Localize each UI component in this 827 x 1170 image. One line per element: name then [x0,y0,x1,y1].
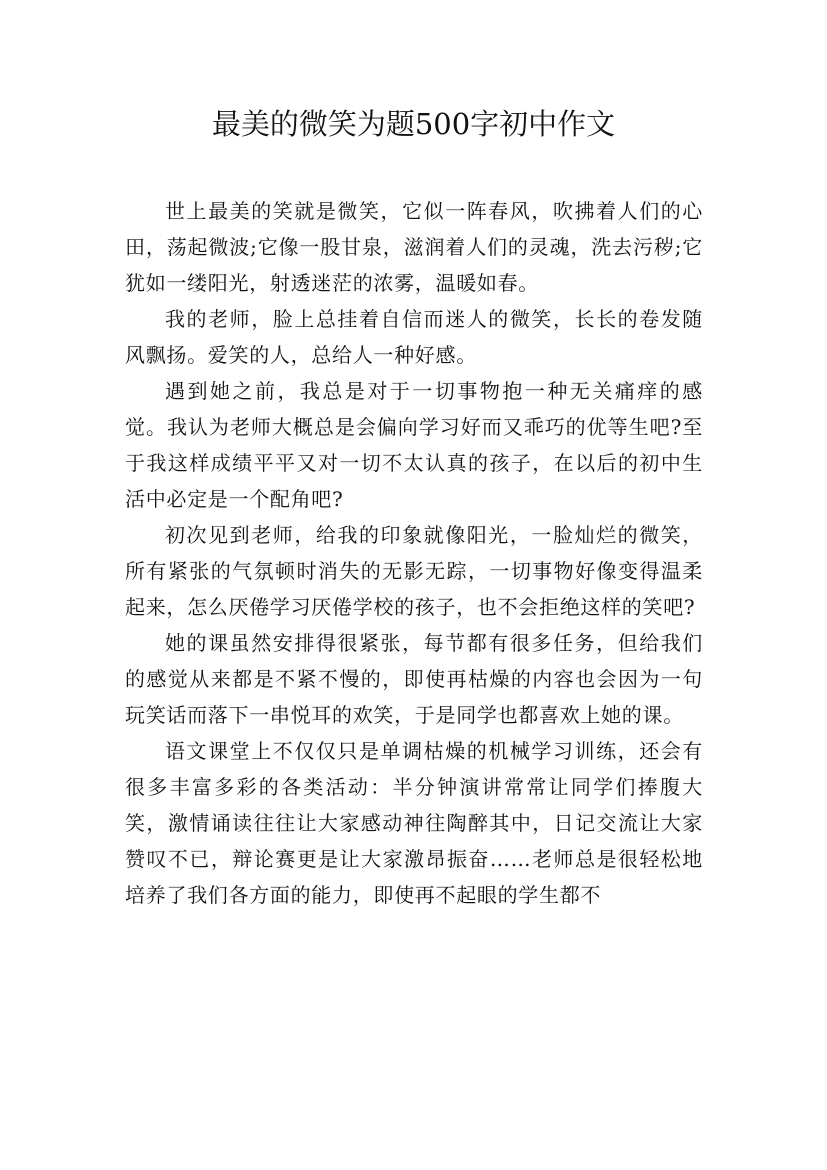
paragraph: 她的课虽然安排得很紧张，每节都有很多任务，但给我们的感觉从来都是不紧不慢的，即使再枯燥的内容也会因为一句玩笑话而落下一串悦耳的欢笑，于是同学也都喜欢上她的课。 [125,631,703,727]
paragraph: 世上最美的笑就是微笑，它似一阵春风，吹拂着人们的心田，荡起微波;它像一股甘泉，滋润着人们的灵魂，洗去污秽;它犹如一缕阳光，射透迷茫的浓雾，温暖如春。 [125,199,703,295]
paragraph: 语文课堂上不仅仅只是单调枯燥的机械学习训练，还会有很多丰富多彩的各类活动：半分钟演讲常常让同学们捧腹大笑，激情诵读往往让大家感动神往陶醉其中，日记交流让大家赞叹不已，辩论赛更是让大家激昂振奋……老师总是很轻松地培养了我们各方面的能力，即使再不起眼的学生都不 [125,739,703,907]
paragraph: 初次见到老师，给我的印象就像阳光，一脸灿烂的微笑，所有紧张的气氛顿时消失的无影无踪，一切事物好像变得温柔起来，怎么厌倦学习厌倦学校的孩子，也不会拒绝这样的笑吧? [125,523,703,619]
paragraph: 遇到她之前，我总是对于一切事物抱一种无关痛痒的感觉。我认为老师大概总是会偏向学习好而又乖巧的优等生吧?至于我这样成绩平平又对一切不太认真的孩子，在以后的初中生活中必定是一个配角吧? [125,379,703,511]
paragraph: 我的老师，脸上总挂着自信而迷人的微笑，长长的卷发随风飘扬。爱笑的人，总给人一种好感。 [125,307,703,367]
document-body [125,193,703,913]
document-title: 最美的微笑为题500字初中作文 [211,107,616,141]
